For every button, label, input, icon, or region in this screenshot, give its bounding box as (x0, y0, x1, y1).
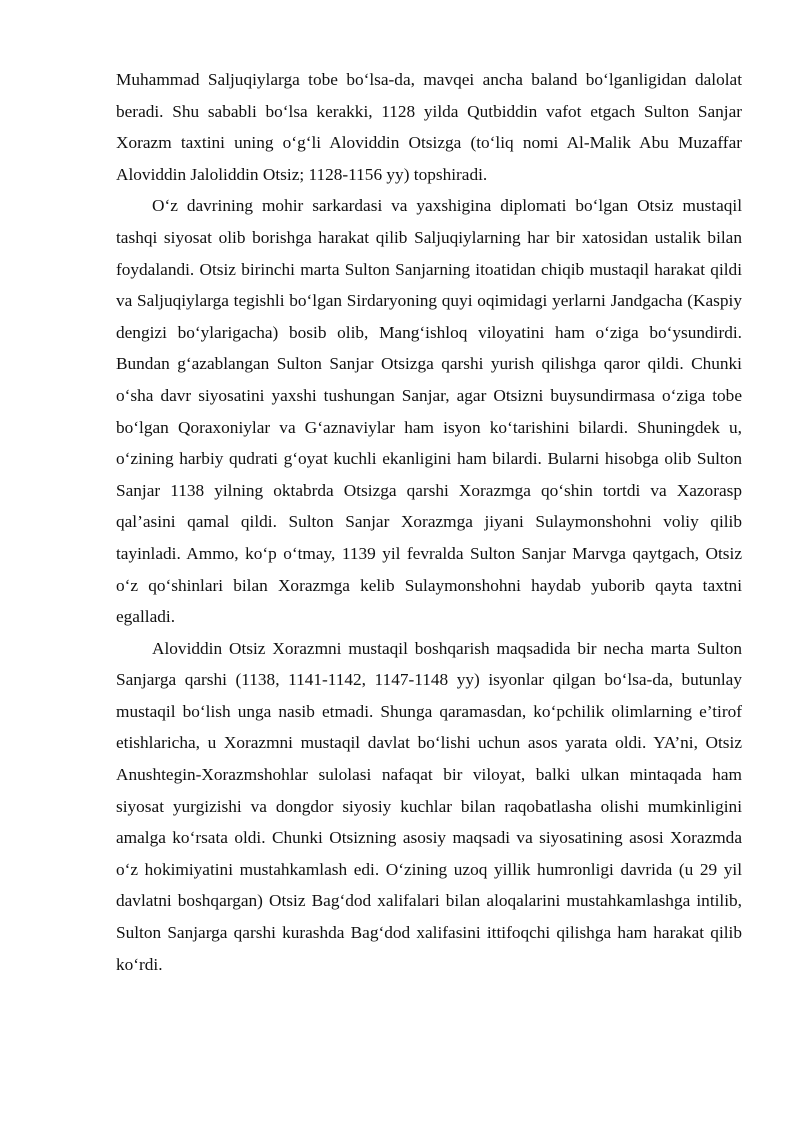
paragraph-2: O‘z davrining mohir sarkardasi va yaxshigina diplomati bo‘lgan Otsiz mustaqil tashqi siyosat olib borishga harakat qilib Saljuqiylarning har bir xatosidan ustalik bilan foydalandi. Otsiz birinchi marta Sulton Sanjarning itoatidan chiqib mustaqil harakat qildi va Saljuqiylarga tegishli bo‘lgan Sirdaryoning quyi oqimidagi yerlarni Jandgacha (Kaspiy dengizi bo‘ylarigacha) bosib olib, Mang‘ishloq viloyatini ham o‘ziga bo‘ysundirdi. Bundan g‘azablangan Sulton Sanjar Otsizga qarshi yurish qilishga qaror qildi. Chunki o‘sha davr siyosatini yaxshi tushungan Sanjar, agar Otsizni buysundirmasa o‘ziga tobe bo‘lgan Qoraxoniylar va G‘aznaviylar ham isyon ko‘tarishini bilardi. Shuningdek u, o‘zining harbiy qudrati g‘oyat kuchli ekanligini ham bilardi. Bularni hisobga olib Sulton Sanjar 1138 yilning oktabrda Otsizga qarshi Xorazmga qo‘shin tortdi va Xazorasp qal’asini qamal qildi. Sulton Sanjar Xorazmga jiyani Sulaymonshohni voliy qilib tayinladi. Ammo, ko‘p o‘tmay, 1139 yil fevralda Sulton Sanjar Marvga qaytgach, Otsiz o‘z qo‘shinlari bilan Xorazmga kelib Sulaymonshohni haydab yuborib qayta taxtni egalladi. (116, 196, 742, 627)
document-page (116, 64, 742, 980)
paragraph-3: Aloviddin Otsiz Xorazmni mustaqil boshqarish maqsadida bir necha marta Sulton Sanjarga qarshi (1138, 1141-1142, 1147-1148 yy) isyonlar qilgan bo‘lsa-da, butunlay mustaqil bo‘lish unga nasib etmadi. Shunga qaramasdan, ko‘pchilik olimlarning e’tirof etishlaricha, u Xorazmni mustaqil davlat bo‘lishi uchun asos yarata oldi. YA’ni, Otsiz Anushtegin-Xorazmshohlar sulolasi nafaqat bir viloyat, balki ulkan mintaqada ham siyosat yurgizishi va dongdor siyosiy kuchlar bilan raqobatlasha olishi mumkinligini amalga ko‘rsata oldi. Chunki Otsizning asosiy maqsadi va siyosatining asosi Xorazmda o‘z hokimiyatini mustahkamlash edi. O‘zining uzoq yillik humronligi davrida (u 29 yil davlatni boshqargan) Otsiz Bag‘dod xalifalari bilan aloqalarini mustahkamlashga intilib, Sulton Sanjarga qarshi kurashda Bag‘dod xalifasini ittifoqchi qilishga ham harakat qilib ko‘rdi. (116, 638, 742, 974)
paragraph-1: Muhammad Saljuqiylarga tobe bo‘lsa-da, mavqei ancha baland bo‘lganligidan dalolat beradi. Shu sababli bo‘lsa kerakki, 1128 yilda Qutbiddin vafot etgach Sulton Sanjar Xorazm taxtini uning o‘g‘li Aloviddin Otsizga (to‘liq nomi Al-Malik Abu Muzaffar Aloviddin Jaloliddin Otsiz; 1128-1156 yy) topshiradi. (116, 70, 742, 184)
